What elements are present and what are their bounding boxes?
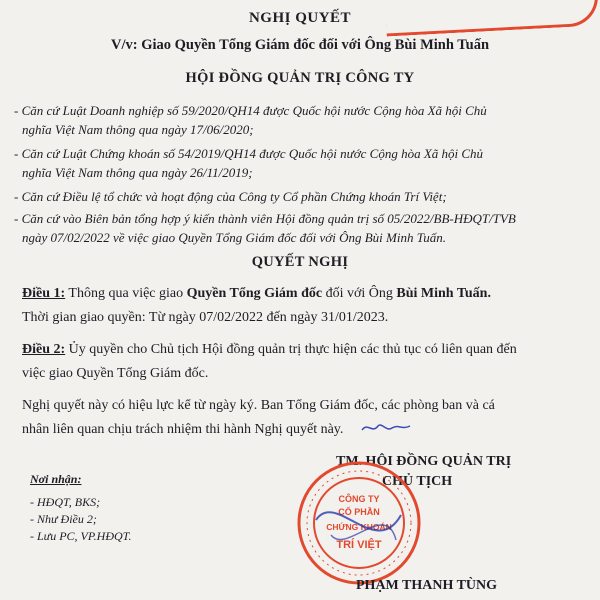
article-1-role: Quyền Tổng Giám đốc [186,286,323,301]
issuer-heading: HỘI ĐỒNG QUẢN TRỊ CÔNG TY [185,70,415,86]
article-2-label: Điều 2: [22,342,66,357]
recipients-heading: Nơi nhận: [30,472,82,486]
article-1-text-a: Thông qua việc giao [68,286,184,301]
article-2-text: Ủy quyền cho Chủ tịch Hội đồng quản trị thực hiện các thủ tục có liên quan đến [68,342,517,357]
basis-3: - Căn cứ Điều lệ tổ chức và hoạt động của Công ty Cổ phần Chứng khoán Trí Việt; [14,189,447,204]
stamp-line: TRÍ VIỆT [336,539,382,551]
article-1-name: Bùi Minh Tuấn. [396,286,491,301]
document-subject: V/v: Giao Quyền Tổng Giám đốc đối với Ông Bùi Minh Tuấn [110,37,490,53]
basis-1-line1: - Căn cứ Luật Doanh nghiệp số 59/2020/QH14 được Quốc hội nước Cộng hòa Xã hội Chủ [14,103,487,118]
signer-name: PHẠM THANH TÙNG [356,578,498,593]
stamp-line: CHỨNG KHOÁN [326,522,392,532]
recipient-item: - HĐQT, BKS; [30,495,101,509]
effect-line1: Nghị quyết này có hiệu lực kể từ ngày ký. Ban Tổng Giám đốc, các phòng ban và cá [22,398,495,413]
stamp-line: CÔNG TY [338,494,380,504]
recipient-item: - Lưu PC, VP.HĐQT. [30,529,132,543]
article-1-line1 [22,286,491,302]
company-seal [296,460,422,586]
basis-1-line2: nghĩa Việt Nam thông qua ngày 17/06/2020; [22,122,254,137]
resolution-heading: QUYẾT NGHỊ [251,254,349,270]
basis-4-line1: - Căn cứ vào Biên bản tổng hợp ý kiến thành viên Hội đồng quản trị số 05/2022/BB-HĐQT/TVB [14,211,516,226]
recipient-item: - Như Điều 2; [30,512,97,526]
article-1-label: Điều 1: [22,286,66,301]
basis-2-line1: - Căn cứ Luật Chứng khoán số 54/2019/QH14 được Quốc hội nước Cộng hòa Xã hội Chủ [14,146,484,161]
handwritten-initials [360,418,416,438]
document-title: NGHỊ QUYẾT [248,10,352,26]
article-1-line2: Thời gian giao quyền: Từ ngày 07/02/2022 đến ngày 31/01/2023. [22,310,389,325]
basis-2-line2: nghĩa Việt Nam thông qua ngày 26/11/2019; [22,165,253,180]
stamp-line: CỔ PHẦN [338,507,380,517]
signature-org: TM. HỘI ĐỒNG QUẢN TRỊ [336,454,512,469]
basis-4-line2: ngày 07/02/2022 về việc giao Quyền Tổng Giám đốc đối với Ông Bùi Minh Tuấn. [22,230,446,245]
article-2-line2: việc giao Quyền Tổng Giám đốc. [22,366,209,381]
effect-line2: nhân liên quan chịu trách nhiệm thi hành Nghị quyết này. [22,422,344,437]
article-1-text-b: đối với Ông [325,286,393,301]
article-2-line1 [22,342,517,358]
signature-role: CHỦ TỊCH [382,474,453,489]
